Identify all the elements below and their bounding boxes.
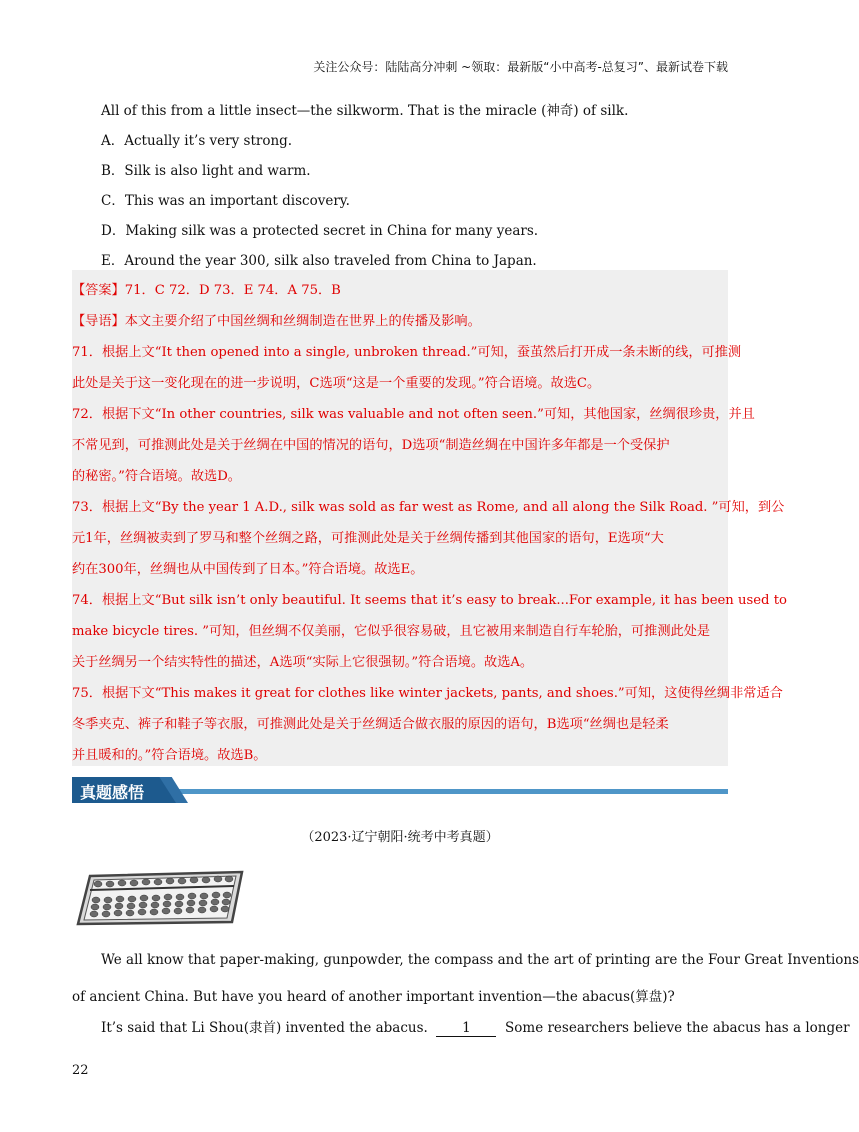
option-c: C．This was an important discovery.	[101, 193, 350, 209]
passage-line	[101, 1016, 850, 1037]
page-header: 关注公众号：陆陆高分冲刺 ~领取：最新版“小中高考-总复习”、最新试卷下载	[313, 60, 728, 74]
answer-line: 关于丝绸另一个结实特性的描述，A选项“实际上它很强韧。”符合语境。故选A。	[72, 655, 534, 670]
answer-line: 72．根据下文“In other countries, silk was valuable and not often seen.”可知，其他国家，丝绸很珍贵，并且	[72, 407, 755, 422]
passage-text: Some researchers believe the abacus has a longer	[505, 1020, 850, 1036]
answer-line: 75．根据下文“This makes it great for clothes like winter jackets, pants, and shoes.”可知，这使得丝绸非常适合	[72, 686, 783, 701]
passage-line: We all know that paper-making, gunpowder, the compass and the art of printing are the Four Great Inventions	[101, 952, 859, 968]
answer-line: 冬季夹克、裤子和鞋子等衣服，可推测此处是关于丝绸适合做衣服的原因的语句，B选项“丝绸也是轻柔	[72, 717, 669, 732]
question-source: （2023·辽宁朝阳·统考中考真题）	[301, 830, 499, 845]
passage-text: It’s said that Li Shou(隶首) invented the abacus.	[101, 1020, 428, 1036]
answer-line: 的秘密。”符合语境。故选D。	[72, 469, 241, 484]
blank-1: 1	[436, 1020, 496, 1037]
answer-line: 约在300年，丝绸也从中国传到了日本。”符合语境。故选E。	[72, 562, 424, 577]
answer-line: 元1年，丝绸被卖到了罗马和整个丝绸之路，可推测此处是关于丝绸传播到其他国家的语句，E选项“大	[72, 531, 664, 546]
option-e: E．Around the year 300, silk also traveled from China to Japan.	[101, 253, 537, 269]
section-banner	[72, 777, 728, 803]
answer-line: 并且暖和的。”符合语境。故选B。	[72, 748, 267, 763]
page-number: 22	[72, 1063, 89, 1078]
answer-line: 74．根据上文“But silk isn’t only beautiful. It seems that it’s easy to break...For example, it has been used to	[72, 593, 787, 608]
abacus-image	[76, 870, 244, 926]
answer-line: make bicycle tires. ”可知，但丝绸不仅美丽，它似乎很容易破，且它被用来制造自行车轮胎，可推测此处是	[72, 624, 711, 639]
answer-line: 71．根据上文“It then opened into a single, unbroken thread.”可知，蚕茧然后打开成一条未断的线，可推测	[72, 345, 742, 360]
answer-line: 73．根据上文“By the year 1 A.D., silk was sold as far west as Rome, and all along the Silk Road. ”可知，到公	[72, 500, 785, 515]
section-title: 真题感悟	[80, 783, 145, 802]
option-a: A．Actually it’s very strong.	[101, 133, 293, 149]
answer-line: 此处是关于这一变化现在的进一步说明，C选项“这是一个重要的发现。”符合语境。故选C。	[72, 376, 601, 391]
answer-key: 【答案】71．C 72．D 73．E 74．A 75．B	[72, 283, 341, 298]
option-d: D．Making silk was a protected secret in China for many years.	[101, 223, 539, 239]
answer-intro: 【导语】本文主要介绍了中国丝绸和丝绸制造在世界上的传播及影响。	[72, 314, 481, 329]
answer-line: 不常见到，可推测此处是关于丝绸在中国的情况的语句，D选项“制造丝绸在中国许多年都是一个受保护	[72, 438, 670, 453]
option-b: B．Silk is also light and warm.	[101, 163, 311, 179]
passage-line: of ancient China. But have you heard of another important invention—the abacus(算盘)?	[72, 989, 675, 1005]
intro-line: All of this from a little insect—the silkworm. That is the miracle (神奇) of silk.	[101, 103, 629, 119]
